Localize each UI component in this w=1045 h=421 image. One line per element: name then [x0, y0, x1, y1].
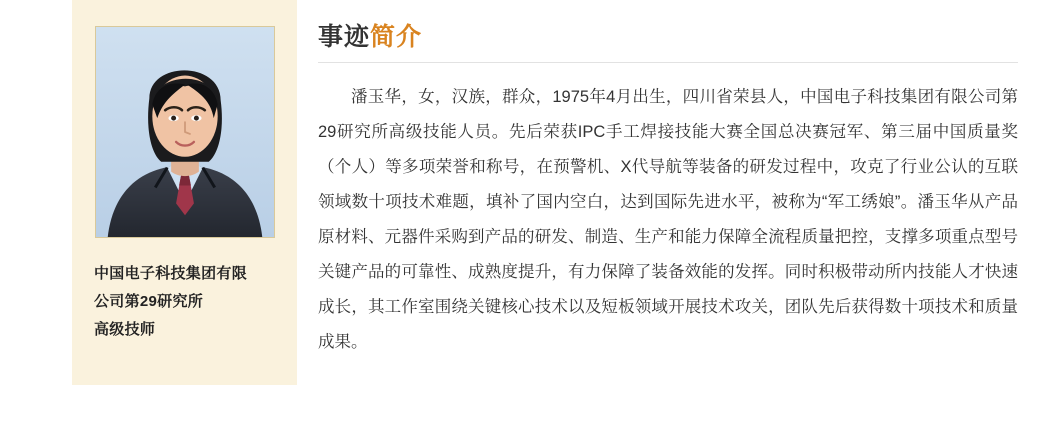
section-title-dark: 事迹 — [318, 23, 371, 51]
article-body: 潘玉华，女，汉族，群众，1975年4月出生，四川省荣县人，中国电子科技集团有限公司第29研究所高级技能人员。先后荣获IPC手工焊接技能大赛全国总决赛冠军、第三届中国质量奖（个人）等多项荣誉和称号，在预警机、X代导航等装备的研发过程中，攻克了行业公认的互联领域数十项技术难题，填补了国内空白，达到国际先进水平，被称为“军工绣娘”。潘玉华从产品原材料、元器件采购到产品的研发、制造、生产和能力保障全流程质量把控，支撑多项重点型号关键产品的可靠性、成熟度提升，有力保障了装备效能的发挥。同时积极带动所内技能人才快速成长，其工作室围绕关键核心技术以及短板领域开展技术攻关，团队先后获得数十项技术和质量成果。 — [318, 87, 1018, 351]
portrait-illustration — [96, 27, 274, 237]
profile-caption-line-2: 公司第29研究所 — [94, 293, 204, 310]
title-divider — [318, 62, 1018, 63]
profile-caption-line-1: 中国电子科技集团有限 — [94, 265, 248, 282]
section-title — [318, 0, 1018, 62]
profile-caption-line-3: 高级技师 — [94, 321, 156, 338]
portrait-photo — [95, 26, 275, 238]
section-title-accent: 简介 — [370, 23, 423, 51]
profile-caption — [94, 260, 275, 344]
article-content — [318, 0, 1018, 376]
profile-card — [72, 0, 297, 385]
